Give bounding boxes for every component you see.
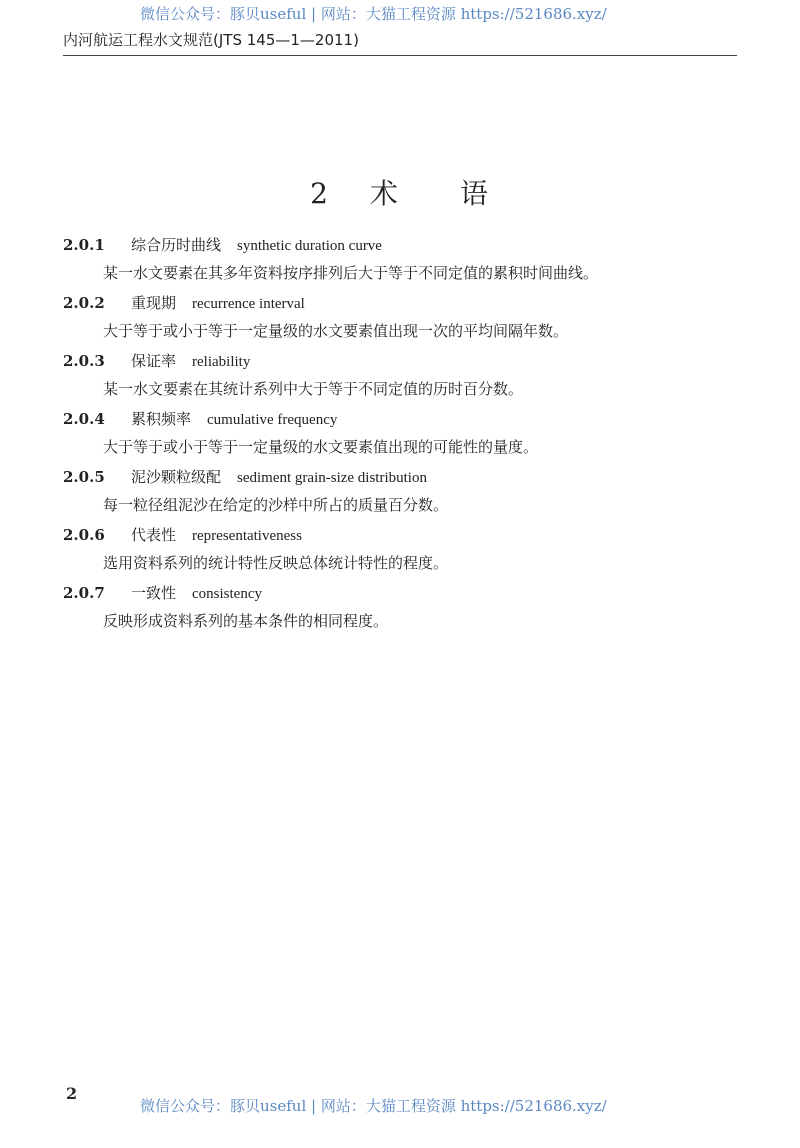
term-definition: 每一粒径组泥沙在给定的沙样中所占的质量百分数。 bbox=[103, 496, 449, 514]
term-number: 2.0.5 bbox=[63, 468, 105, 486]
running-header: 内河航运工程水文规范(JTS 145—1—2011) bbox=[63, 31, 359, 49]
term-chinese: 累积频率 bbox=[131, 410, 192, 428]
term-english: cumulative frequency bbox=[207, 412, 338, 428]
term-heading bbox=[63, 290, 743, 318]
chapter-number: 2 bbox=[310, 177, 330, 210]
term-chinese: 保证率 bbox=[131, 352, 177, 370]
page-number: 2 bbox=[66, 1084, 78, 1103]
term-definition: 反映形成资料系列的基本条件的相同程度。 bbox=[103, 612, 389, 630]
term-english: recurrence interval bbox=[192, 296, 305, 312]
term-definition: 选用资料系列的统计特性反映总体统计特性的程度。 bbox=[103, 554, 449, 572]
term-entry bbox=[63, 580, 743, 635]
term-definition: 大于等于或小于等于一定量级的水文要素值出现的可能性的量度。 bbox=[103, 438, 539, 456]
term-english: sediment grain-size distribution bbox=[237, 470, 427, 486]
watermark-bottom: 微信公众号：豚贝useful | 网站：大猫工程资源 https://521686.xyz/ bbox=[140, 1097, 607, 1115]
term-definition: 某一水文要素在其多年资料按序排列后大于等于不同定值的累积时间曲线。 bbox=[103, 264, 599, 282]
term-heading bbox=[63, 580, 743, 608]
term-english: reliability bbox=[192, 354, 251, 370]
term-english: synthetic duration curve bbox=[237, 238, 382, 254]
term-heading bbox=[63, 406, 743, 434]
chapter-title bbox=[0, 172, 800, 212]
term-number: 2.0.1 bbox=[63, 236, 105, 254]
term-entry bbox=[63, 522, 743, 577]
term-heading bbox=[63, 348, 743, 376]
watermark-top: 微信公众号：豚贝useful | 网站：大猫工程资源 https://521686.xyz/ bbox=[140, 5, 607, 23]
term-english: consistency bbox=[192, 586, 262, 602]
header-rule bbox=[63, 55, 737, 56]
term-chinese: 一致性 bbox=[131, 584, 177, 602]
term-entry bbox=[63, 464, 743, 519]
term-heading bbox=[63, 232, 743, 260]
term-number: 2.0.2 bbox=[63, 294, 105, 312]
term-chinese: 重现期 bbox=[131, 294, 177, 312]
terms-list bbox=[63, 232, 743, 638]
term-english: representativeness bbox=[192, 528, 302, 544]
term-heading bbox=[63, 464, 743, 492]
term-definition: 某一水文要素在其统计系列中大于等于不同定值的历时百分数。 bbox=[103, 380, 524, 398]
term-definition: 大于等于或小于等于一定量级的水文要素值出现一次的平均间隔年数。 bbox=[103, 322, 569, 340]
term-chinese: 综合历时曲线 bbox=[131, 236, 222, 254]
term-chinese: 代表性 bbox=[131, 526, 177, 544]
term-number: 2.0.3 bbox=[63, 352, 105, 370]
term-number: 2.0.4 bbox=[63, 410, 105, 428]
chapter-title-char: 语 bbox=[459, 177, 490, 210]
term-heading bbox=[63, 522, 743, 550]
term-entry bbox=[63, 348, 743, 403]
term-chinese: 泥沙颗粒级配 bbox=[131, 468, 222, 486]
term-entry bbox=[63, 290, 743, 345]
term-number: 2.0.6 bbox=[63, 526, 105, 544]
term-number: 2.0.7 bbox=[63, 584, 105, 602]
term-entry bbox=[63, 232, 743, 287]
term-entry bbox=[63, 406, 743, 461]
chapter-title-char: 术 bbox=[369, 177, 400, 210]
